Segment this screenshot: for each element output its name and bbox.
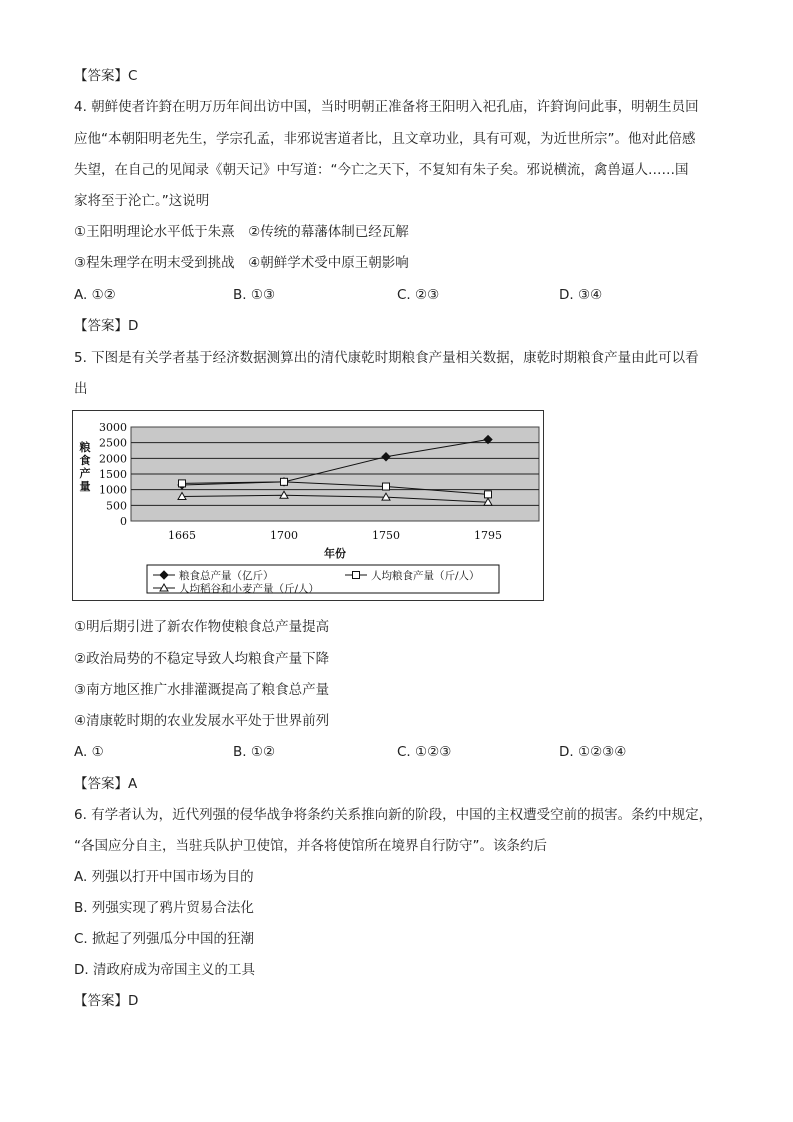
q6-option-b[interactable]: B. 列强实现了鸦片贸易合法化 [74,900,254,916]
q6-text-line-2: “各国应分自主，当驻兵队护卫使馆，并各将使馆所在境界自行防守”。该条约后 [74,838,547,854]
q4-text-line-1: 4. 朝鲜使者许篈在明万历年间出访中国，当时明朝正准备将王阳明入祀孔庙，许篈询问此事，明朝生员回 [74,99,699,115]
x-axis-label: 年份 [324,547,346,560]
chart-svg [73,411,543,600]
y-tick-label: 3000 [99,421,127,434]
q4-option-c[interactable]: C. ②③ [397,287,440,303]
data-point [281,478,288,485]
q5-option-b[interactable]: B. ①② [233,744,276,760]
q4-statement-2: ③程朱理学在明末受到挑战 ④朝鲜学术受中原王朝影响 [74,255,409,271]
answer-value: D [128,318,139,334]
y-tick-label: 1500 [99,468,127,481]
data-point [179,480,186,487]
q4-answer [74,316,138,336]
q4-option-a[interactable]: A. ①② [74,287,116,303]
q4-option-d[interactable]: D. ③④ [559,287,603,303]
answer-label: 【答案】 [74,993,128,1009]
q6-option-a[interactable]: A. 列强以打开中国市场为目的 [74,869,254,885]
answer-value: C [128,68,138,84]
x-tick-label: 1665 [168,529,196,542]
y-tick-label: 2000 [99,452,127,466]
q5-statement-2: ②政治局势的不稳定导致人均粮食产量下降 [74,651,330,667]
grain-output-chart [72,410,544,601]
q3-answer [74,66,137,86]
legend-label: 人均稻谷和小麦产量（斤/人） [179,583,320,595]
q4-text-line-4: 家将至于沦亡。”这说明 [74,193,210,209]
q4-text-line-2: 应他“本朝阳明老先生，学宗孔孟，非邪说害道者比，且文章功业，具有可观，为近世所宗”。他对此倍感 [74,131,696,147]
answer-value: D [128,993,139,1009]
q5-option-d[interactable]: D. ①②③④ [559,744,627,760]
x-tick-label: 1795 [474,529,502,542]
answer-label: 【答案】 [74,776,128,792]
q6-option-c[interactable]: C. 掀起了列强瓜分中国的狂潮 [74,931,255,947]
data-point [485,491,492,498]
q5-statement-1: ①明后期引进了新农作物使粮食总产量提高 [74,619,330,635]
q5-option-a[interactable]: A. ① [74,744,104,760]
q5-text-line-1: 5. 下图是有关学者基于经济数据测算出的清代康乾时期粮食产量相关数据，康乾时期粮食产量由此可以看 [74,350,699,366]
q4-options [74,285,714,305]
q5-options [74,742,714,762]
y-tick-label: 0 [120,515,127,528]
legend-label: 粮食总产量（亿斤） [179,570,274,582]
q5-option-c[interactable]: C. ①②③ [397,744,452,760]
data-point [353,572,360,579]
q4-text-line-3: 失望，在自己的见闻录《朝天记》中写道：“今亡之天下，不复知有朱子矣。邪说横流，禽兽逼人……国 [74,162,689,178]
x-tick-label: 1750 [372,529,400,542]
y-tick-label: 500 [106,499,127,513]
y-tick-label: 2500 [99,436,127,450]
legend-label: 人均粮食产量（斤/人） [371,570,480,582]
y-tick-label: 1000 [99,483,127,497]
x-tick-label: 1700 [270,529,298,542]
data-point [383,483,390,490]
answer-label: 【答案】 [74,318,128,334]
q6-text-line-1: 6. 有学者认为，近代列强的侵华战争将条约关系推向新的阶段，中国的主权遭受空前的损害。条约中规定， [74,807,713,823]
answer-label: 【答案】 [74,68,128,84]
q4-option-b[interactable]: B. ①③ [233,287,276,303]
legend [147,565,499,595]
q6-option-d[interactable]: D. 清政府成为帝国主义的工具 [74,962,255,978]
q5-answer [74,774,137,794]
q5-statement-4: ④清康乾时期的农业发展水平处于世界前列 [74,713,330,729]
q4-statement-1: ①王阳明理论水平低于朱熹 ②传统的幕藩体制已经瓦解 [74,224,409,240]
y-axis-label: 粮食产量 [79,441,91,493]
q6-answer [74,991,138,1011]
answer-value: A [128,776,138,792]
q5-text-line-2: 出 [74,381,88,397]
q5-statement-3: ③南方地区推广水排灌溉提高了粮食总产量 [74,682,330,698]
